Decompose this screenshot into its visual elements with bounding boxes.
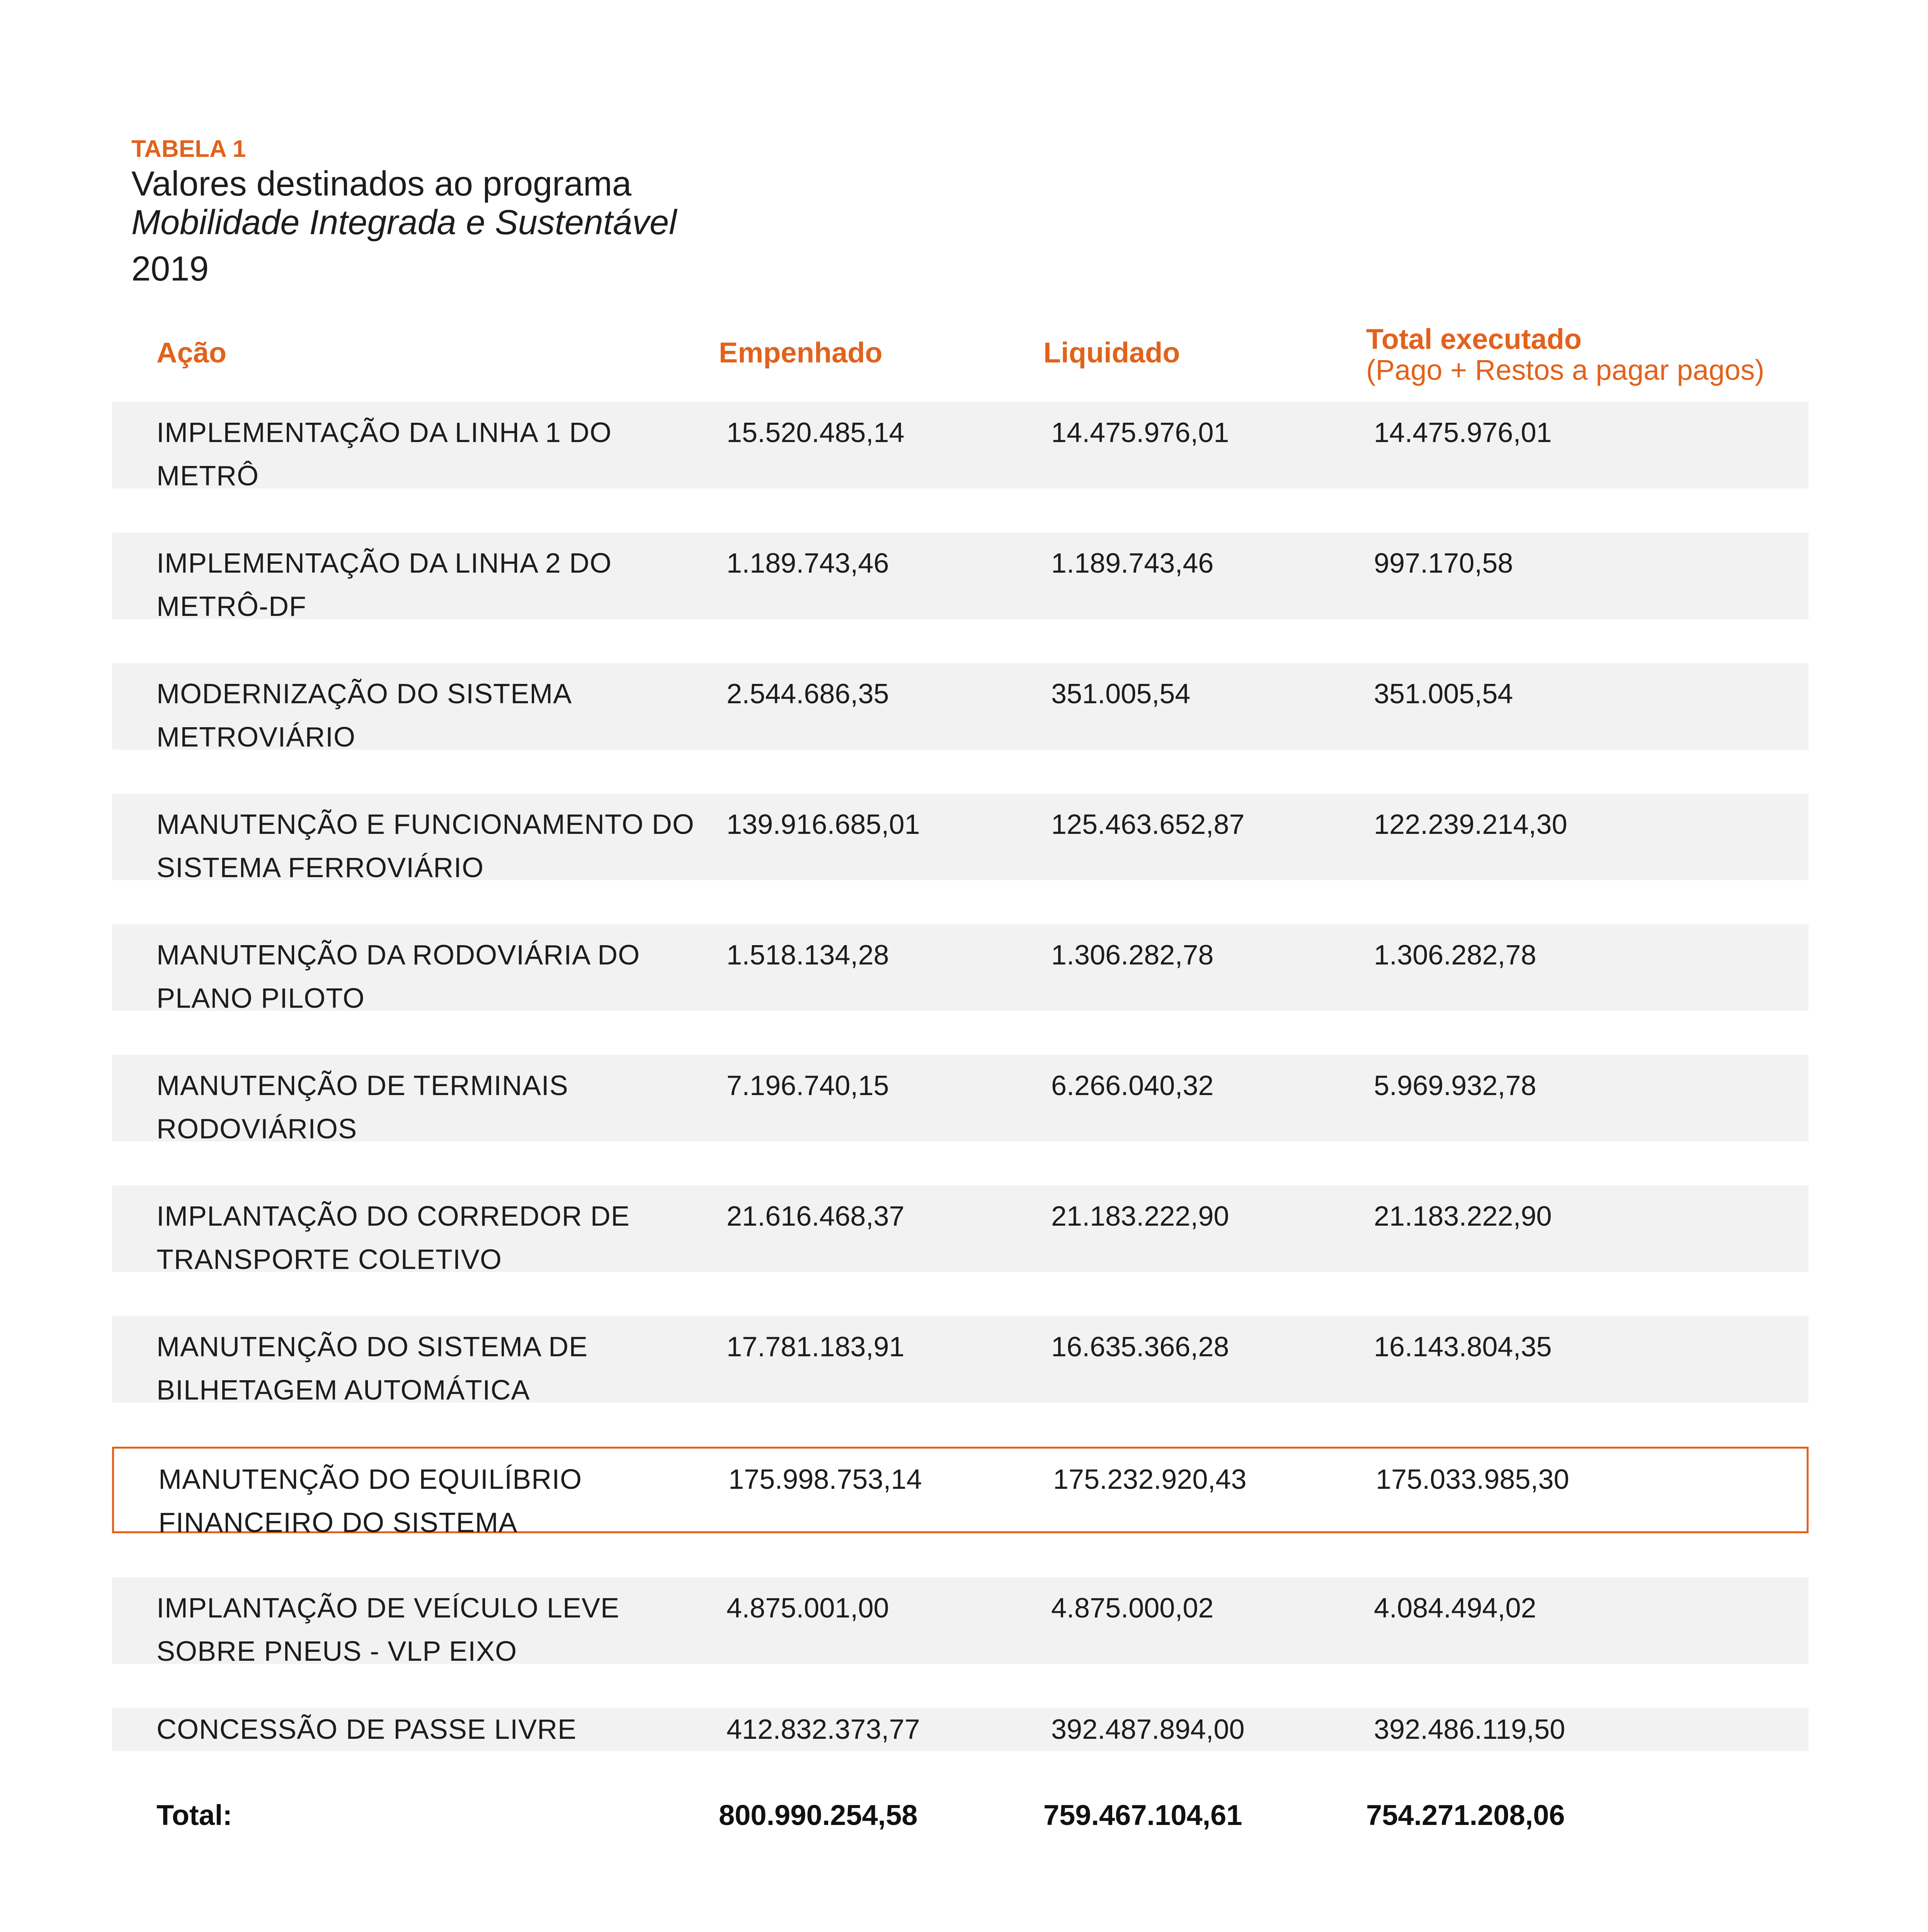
cell-acao: MANUTENÇÃO E FUNCIONAMENTO DO SISTEMA FERROVIÁRIO [157, 809, 694, 883]
table-row-highlighted [112, 1447, 1809, 1538]
cell-total-executado: 21.183.222,90 [1374, 1201, 1552, 1232]
cell-total-executado: 16.143.804,35 [1374, 1332, 1552, 1362]
cell-empenhado: 21.616.468,37 [727, 1201, 905, 1232]
cell-acao: MANUTENÇÃO DA RODOVIÁRIA DO PLANO PILOTO [157, 940, 640, 1014]
cell-empenhado: 7.196.740,15 [727, 1070, 889, 1101]
program-name: Mobilidade Integrada e Sustentável [131, 203, 677, 242]
table-row [112, 1316, 1809, 1406]
total-executado: 754.271.208,06 [1366, 1799, 1565, 1831]
cell-total-executado: 392.486.119,50 [1374, 1714, 1566, 1745]
cell-empenhado: 412.832.373,77 [727, 1714, 920, 1745]
column-header-acao: Ação [157, 337, 226, 369]
cell-acao: MANUTENÇÃO DE TERMINAIS RODOVIÁRIOS [157, 1070, 568, 1145]
cell-liquidado: 16.635.366,28 [1051, 1332, 1229, 1362]
total-empenhado: 800.990.254,58 [719, 1799, 918, 1831]
cell-liquidado: 125.463.652,87 [1051, 809, 1245, 840]
cell-liquidado: 6.266.040,32 [1051, 1070, 1214, 1101]
total-liquidado: 759.467.104,61 [1043, 1799, 1242, 1831]
cell-acao: IMPLANTAÇÃO DE VEÍCULO LEVE SOBRE PNEUS - VLP EIXO [157, 1593, 619, 1667]
table-row [112, 663, 1809, 753]
cell-liquidado: 4.875.000,02 [1051, 1593, 1214, 1624]
cell-empenhado: 2.544.686,35 [727, 679, 889, 709]
table-row [112, 1708, 1809, 1751]
cell-empenhado: 4.875.001,00 [727, 1593, 889, 1624]
cell-acao: IMPLEMENTAÇÃO DA LINHA 2 DO METRÔ-DF [157, 548, 612, 622]
cell-empenhado: 15.520.485,14 [727, 417, 905, 448]
table-row [112, 1577, 1809, 1667]
column-header-empenhado: Empenhado [719, 337, 883, 369]
cell-total-executado: 14.475.976,01 [1374, 417, 1552, 448]
cell-liquidado: 1.189.743,46 [1051, 548, 1214, 579]
table-year: 2019 [131, 250, 209, 288]
cell-total-executado: 351.005,54 [1374, 679, 1513, 709]
cell-acao: IMPLEMENTAÇÃO DA LINHA 1 DO METRÔ [157, 417, 612, 492]
cell-liquidado: 392.487.894,00 [1051, 1714, 1245, 1745]
table-row [112, 1185, 1809, 1275]
cell-acao: MANUTENÇÃO DO EQUILÍBRIO FINANCEIRO DO SISTEMA [158, 1464, 582, 1538]
cell-acao: IMPLANTAÇÃO DO CORREDOR DE TRANSPORTE COLETIVO [157, 1201, 630, 1275]
column-header-total-executado-sub: (Pago + Restos a pagar pagos) [1366, 354, 1765, 386]
cell-total-executado: 122.239.214,30 [1374, 809, 1567, 840]
table-row [112, 532, 1809, 622]
cell-liquidado: 14.475.976,01 [1051, 417, 1229, 448]
cell-total-executado: 175.033.985,30 [1376, 1464, 1569, 1495]
cell-empenhado: 1.518.134,28 [727, 940, 889, 971]
table-row [112, 794, 1809, 883]
cell-acao: MANUTENÇÃO DO SISTEMA DE BILHETAGEM AUTOMÁTICA [157, 1332, 588, 1406]
table-row [112, 402, 1809, 492]
table-label: TABELA 1 [131, 136, 246, 162]
cell-total-executado: 5.969.932,78 [1374, 1070, 1537, 1101]
cell-total-executado: 1.306.282,78 [1374, 940, 1537, 971]
cell-acao: MODERNIZAÇÃO DO SISTEMA METROVIÁRIO [157, 679, 571, 753]
table-title: Valores destinados ao programa [131, 165, 632, 203]
cell-liquidado: 175.232.920,43 [1053, 1464, 1247, 1495]
cell-empenhado: 175.998.753,14 [728, 1464, 922, 1495]
cell-total-executado: 997.170,58 [1374, 548, 1513, 579]
table-row [112, 1055, 1809, 1145]
cell-empenhado: 17.781.183,91 [727, 1332, 905, 1362]
cell-acao: CONCESSÃO DE PASSE LIVRE [157, 1714, 577, 1745]
cell-liquidado: 351.005,54 [1051, 679, 1191, 709]
column-header-total-executado: Total executado [1366, 323, 1582, 355]
column-header-liquidado: Liquidado [1043, 337, 1180, 369]
cell-liquidado: 1.306.282,78 [1051, 940, 1214, 971]
cell-empenhado: 139.916.685,01 [727, 809, 920, 840]
cell-total-executado: 4.084.494,02 [1374, 1593, 1537, 1624]
total-label: Total: [157, 1799, 232, 1831]
cell-liquidado: 21.183.222,90 [1051, 1201, 1229, 1232]
cell-empenhado: 1.189.743,46 [727, 548, 889, 579]
table-row [112, 924, 1809, 1014]
